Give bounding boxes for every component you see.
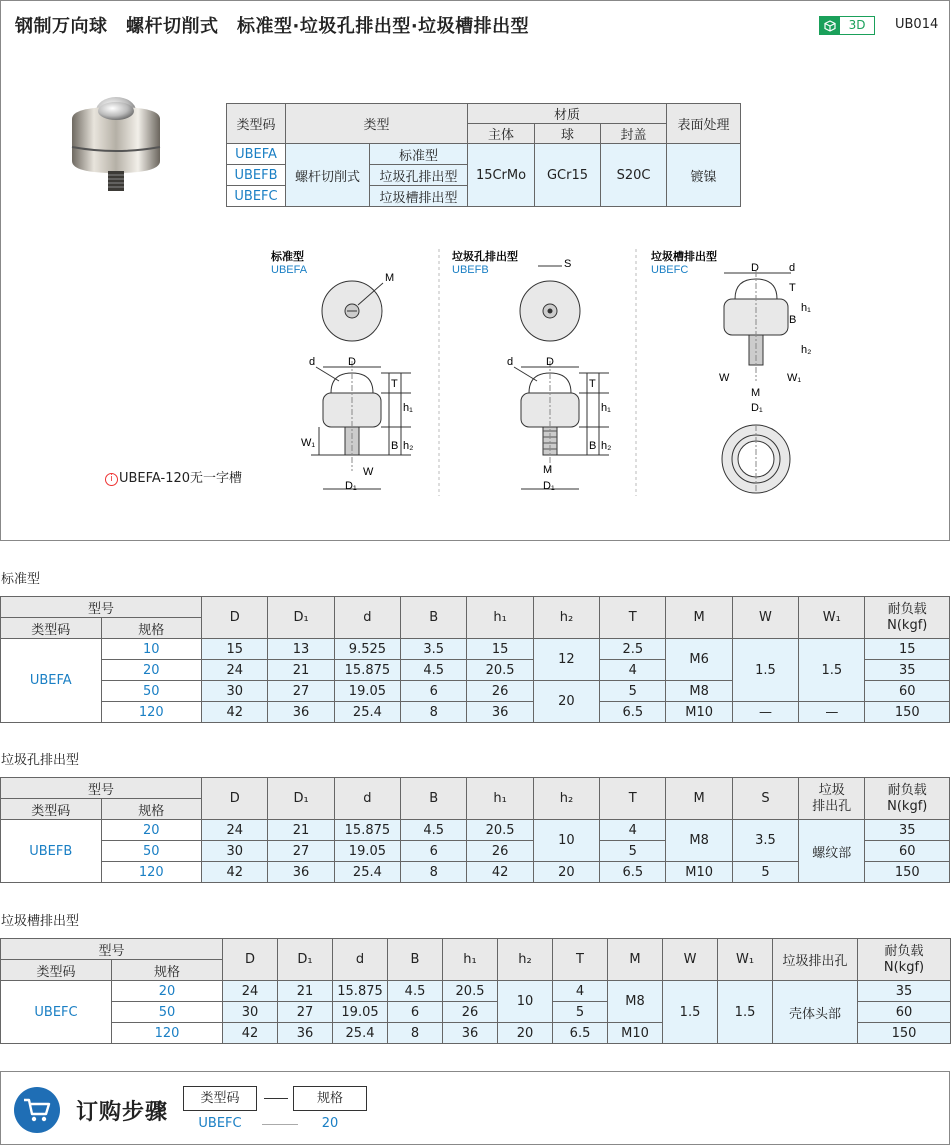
cell: 150 (865, 702, 950, 723)
cell: 60 (865, 681, 950, 702)
cell: 42 (223, 1023, 278, 1044)
th-col: W (663, 939, 718, 981)
cell: M6 (666, 639, 732, 681)
order-box-typecode: 类型码 (183, 1086, 257, 1111)
label-T: T (789, 282, 796, 294)
subtype: 垃圾孔排出型 (370, 165, 468, 186)
th-col: h₁ (443, 939, 498, 981)
cell: 27 (278, 1002, 333, 1023)
cell: 4.5 (401, 820, 467, 841)
spec-value[interactable]: 120 (101, 862, 202, 883)
cell: 36 (268, 702, 334, 723)
subtype: 标准型 (370, 144, 468, 165)
th-model: 型号 (1, 597, 202, 618)
page-title: 钢制万向球 螺杆切削式 标准型·垃圾孔排出型·垃圾槽排出型 (15, 16, 530, 37)
th-col: h₁ (467, 597, 533, 639)
cell: 螺纹部 (799, 820, 865, 883)
cell: 60 (865, 841, 950, 862)
cell: 1.5 (718, 981, 773, 1044)
diagram-a-title: 标准型 (271, 251, 304, 263)
th-typecode: 类型码 (1, 618, 102, 639)
cell: 150 (858, 1023, 951, 1044)
spec-value[interactable]: 20 (101, 660, 202, 681)
cell: — (799, 702, 865, 723)
order-title: 订购步骤 (76, 1100, 169, 1125)
th-col: 垃圾 排出孔 (799, 778, 865, 820)
label-h1: h₁ (601, 402, 611, 414)
th-ball: 球 (535, 124, 601, 144)
cell: 25.4 (334, 862, 400, 883)
product-photo (66, 89, 166, 199)
label-W1: W₁ (301, 437, 316, 449)
th-col: D₁ (268, 778, 334, 820)
section-title: 垃圾槽排出型 (1, 914, 80, 929)
cell: 24 (202, 820, 268, 841)
th-col: D₁ (278, 939, 333, 981)
cell: M8 (666, 820, 732, 862)
th-col: B (388, 939, 443, 981)
cell: 6.5 (600, 702, 666, 723)
spec-table-hole (0, 777, 950, 883)
subtype: 垃圾槽排出型 (370, 186, 468, 207)
th-typecode: 类型码 (1, 799, 102, 820)
label-W: W (719, 372, 730, 384)
th-col: 耐负载 N(kgf) (858, 939, 951, 981)
th-material: 材质 (468, 104, 667, 124)
spec-value[interactable]: 50 (101, 841, 202, 862)
th-col: M (608, 939, 663, 981)
cell: 21 (278, 981, 333, 1002)
type-code[interactable]: UBEFB (1, 820, 102, 883)
cell: 25.4 (333, 1023, 388, 1044)
spec-value[interactable]: 50 (101, 681, 202, 702)
type-main: 螺杆切削式 (286, 144, 370, 207)
summary-table (226, 103, 741, 207)
th-col: S (732, 778, 798, 820)
note (105, 467, 242, 486)
3d-badge[interactable] (819, 16, 875, 35)
type-code[interactable]: UBEFC (1, 981, 112, 1044)
cell: 26 (443, 1002, 498, 1023)
cell: 20.5 (443, 981, 498, 1002)
order-steps (0, 1071, 950, 1145)
cell: 30 (202, 841, 268, 862)
cell: 壳体头部 (773, 981, 858, 1044)
cell: 6 (401, 841, 467, 862)
cell: 15.875 (334, 820, 400, 841)
cell: 12 (533, 639, 599, 681)
cell: 5 (553, 1002, 608, 1023)
cell: 21 (268, 820, 334, 841)
label-D: D (751, 262, 759, 274)
code-link[interactable]: UBEFA (227, 144, 286, 165)
cell: 3.5 (732, 820, 798, 862)
cell: 4 (600, 660, 666, 681)
note-text: UBEFA-120无一字槽 (119, 471, 243, 486)
cell: 1.5 (732, 639, 798, 702)
label-T: T (589, 378, 596, 390)
th-model: 型号 (1, 778, 202, 799)
cell: 19.05 (333, 1002, 388, 1023)
label-h2: h₂ (601, 440, 612, 452)
cell: 19.05 (334, 841, 400, 862)
diagram-b-code: UBEFB (452, 264, 489, 276)
th-col: h₁ (467, 778, 533, 820)
cart-icon (14, 1087, 60, 1133)
th-col: d (334, 597, 400, 639)
cell: 4.5 (388, 981, 443, 1002)
th-col: 耐负载 N(kgf) (865, 597, 950, 639)
cell: 5 (600, 841, 666, 862)
th-col: 耐负载 N(kgf) (865, 778, 950, 820)
th-col: T (600, 778, 666, 820)
cell: 4 (553, 981, 608, 1002)
cell: 35 (865, 660, 950, 681)
cap-material: S20C (601, 144, 667, 207)
label-B: B (589, 440, 597, 452)
cell: 36 (268, 862, 334, 883)
cell: M8 (666, 681, 732, 702)
label-h1: h₁ (801, 302, 811, 314)
label-W: W (363, 466, 374, 478)
cell: 20.5 (467, 820, 533, 841)
diagram-a-code: UBEFA (271, 264, 308, 276)
cell: M10 (666, 702, 732, 723)
cell: 26 (467, 841, 533, 862)
cell: 20 (533, 862, 599, 883)
code-link[interactable]: UBEFC (227, 186, 286, 207)
cell: 1.5 (799, 639, 865, 702)
th-col: W (732, 597, 798, 639)
spec-value[interactable]: 120 (101, 702, 202, 723)
th-col: 垃圾排出孔 (773, 939, 858, 981)
th-cap: 封盖 (601, 124, 667, 144)
cell: 10 (498, 981, 553, 1023)
order-value-spec: 20 (321, 1116, 339, 1131)
label-d: d (789, 262, 796, 274)
label-B: B (789, 314, 797, 326)
cell: 10 (533, 820, 599, 862)
cell: 13 (268, 639, 334, 660)
cell: 5 (732, 862, 798, 883)
cell: 21 (268, 660, 334, 681)
order-value-typecode: UBEFC (198, 1116, 242, 1131)
code-link[interactable]: UBEFB (227, 165, 286, 186)
th-col: W₁ (799, 597, 865, 639)
label-h1: h₁ (403, 402, 413, 414)
cell: M10 (666, 862, 732, 883)
product-panel (0, 0, 950, 541)
type-code[interactable]: UBEFA (1, 639, 102, 723)
th-col: M (666, 597, 732, 639)
cell: 42 (202, 702, 268, 723)
cell: 35 (858, 981, 951, 1002)
cell: M8 (608, 981, 663, 1023)
order-box-spec: 规格 (293, 1086, 367, 1111)
th-spec: 规格 (112, 960, 223, 981)
label-d: d (507, 356, 514, 368)
label-h2: h₂ (801, 344, 812, 356)
label-S: S (564, 258, 572, 270)
th-col: D (202, 778, 268, 820)
body-material: 15CrMo (468, 144, 535, 207)
cell: 8 (401, 702, 467, 723)
label-D: D (348, 356, 356, 368)
cell: 9.525 (334, 639, 400, 660)
spec-value[interactable]: 10 (101, 639, 202, 660)
cell: 4 (600, 820, 666, 841)
th-col: h₂ (498, 939, 553, 981)
cell: 30 (223, 1002, 278, 1023)
spec-table-groove (0, 938, 951, 1044)
label-M: M (751, 387, 761, 399)
th-spec: 规格 (101, 799, 202, 820)
label-h2: h₂ (403, 440, 414, 452)
cell: 42 (202, 862, 268, 883)
cell: 60 (858, 1002, 951, 1023)
label-D1: D₁ (543, 480, 555, 492)
cell: 19.05 (334, 681, 400, 702)
label-D1: D₁ (751, 402, 763, 414)
cell: 4.5 (401, 660, 467, 681)
th-col: W₁ (718, 939, 773, 981)
cell: 2.5 (600, 639, 666, 660)
cell: 6.5 (553, 1023, 608, 1044)
cell: 15.875 (333, 981, 388, 1002)
cube-icon (820, 17, 840, 34)
th-col: h₂ (533, 778, 599, 820)
cell: 15.875 (334, 660, 400, 681)
cell: 35 (865, 820, 950, 841)
cell: — (732, 702, 798, 723)
label-T: T (391, 378, 398, 390)
cell: 20 (498, 1023, 553, 1044)
spec-table-standard (0, 596, 950, 723)
cell: 24 (223, 981, 278, 1002)
product-code: UB014 (895, 17, 939, 32)
cell: 27 (268, 841, 334, 862)
label-D: D (546, 356, 554, 368)
th-col: M (666, 778, 732, 820)
cell: 6.5 (600, 862, 666, 883)
th-col: B (401, 597, 467, 639)
cell: 36 (467, 702, 533, 723)
cell: 6 (388, 1002, 443, 1023)
label-B: B (391, 440, 399, 452)
spec-value[interactable]: 20 (101, 820, 202, 841)
cell: 27 (268, 681, 334, 702)
th-spec: 规格 (101, 618, 202, 639)
th-col: T (600, 597, 666, 639)
th-col: D (223, 939, 278, 981)
th-model: 型号 (1, 939, 223, 960)
cell: 6 (401, 681, 467, 702)
section-title: 垃圾孔排出型 (1, 753, 80, 768)
label-W1: W₁ (787, 372, 802, 384)
cell: 42 (467, 862, 533, 883)
th-typecode: 类型码 (227, 104, 286, 144)
th-col: h₂ (533, 597, 599, 639)
diagram-c-title: 垃圾槽排出型 (651, 251, 717, 263)
info-icon: i (105, 473, 118, 486)
th-col: d (333, 939, 388, 981)
cell: 36 (443, 1023, 498, 1044)
th-typecode: 类型码 (1, 960, 112, 981)
ball-material: GCr15 (535, 144, 601, 207)
cell: 20 (533, 681, 599, 723)
spec-value[interactable]: 50 (112, 1002, 223, 1023)
cell: M10 (608, 1023, 663, 1044)
spec-value[interactable]: 120 (112, 1023, 223, 1044)
cell: 24 (202, 660, 268, 681)
th-type: 类型 (286, 104, 468, 144)
th-col: D (202, 597, 268, 639)
cell: 3.5 (401, 639, 467, 660)
spec-value[interactable]: 20 (112, 981, 223, 1002)
surface-treatment: 镀镍 (667, 144, 741, 207)
label-D1: D₁ (345, 480, 357, 492)
3d-label: 3D (848, 18, 866, 32)
cell: 15 (467, 639, 533, 660)
label-d: d (309, 356, 316, 368)
diagram-c-code: UBEFC (651, 264, 689, 276)
section-title: 标准型 (1, 572, 41, 587)
label-M: M (385, 272, 395, 284)
th-col: D₁ (268, 597, 334, 639)
th-body: 主体 (468, 124, 535, 144)
th-col: T (553, 939, 608, 981)
cell: 5 (600, 681, 666, 702)
cell: 15 (202, 639, 268, 660)
cell: 20.5 (467, 660, 533, 681)
cell: 30 (202, 681, 268, 702)
cell: 15 (865, 639, 950, 660)
diagram-b-title: 垃圾孔排出型 (452, 251, 518, 263)
order-divider (264, 1098, 288, 1099)
label-M: M (543, 464, 553, 476)
cell: 26 (467, 681, 533, 702)
cell: 25.4 (334, 702, 400, 723)
cell: 1.5 (663, 981, 718, 1044)
dimension-drawings (261, 241, 812, 501)
th-col: d (334, 778, 400, 820)
cell: 8 (388, 1023, 443, 1044)
th-col: B (401, 778, 467, 820)
th-surface: 表面处理 (667, 104, 741, 144)
cell: 150 (865, 862, 950, 883)
cell: 8 (401, 862, 467, 883)
cell: 36 (278, 1023, 333, 1044)
